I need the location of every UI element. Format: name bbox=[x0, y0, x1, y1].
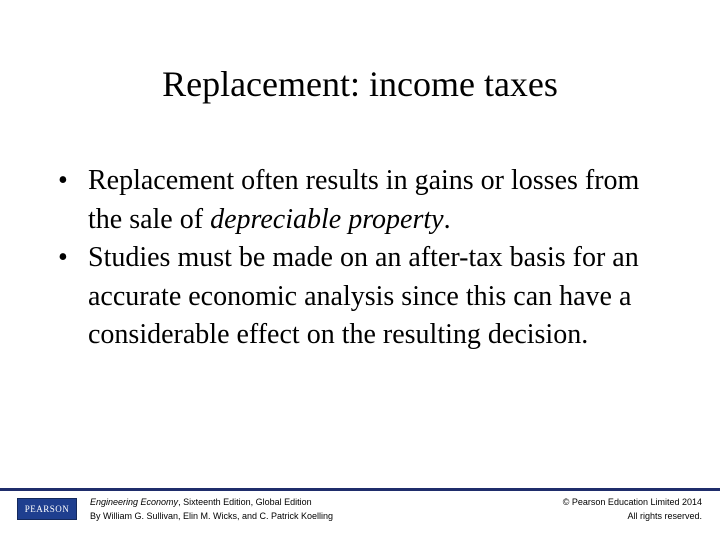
book-title: Engineering Economy bbox=[90, 497, 179, 507]
bullet-text-end: . bbox=[443, 203, 451, 235]
bullet-list bbox=[58, 162, 668, 355]
book-authors: By William G. Sullivan, Elin M. Wicks, and C. Patrick Koelling bbox=[90, 511, 334, 521]
bullet-marker: • bbox=[58, 165, 68, 196]
footer-copyright bbox=[563, 495, 702, 523]
rights-text: All rights reserved. bbox=[627, 511, 702, 521]
bullet-marker: • bbox=[58, 242, 68, 273]
bullet-emphasis: depreciable property bbox=[210, 203, 444, 235]
book-line bbox=[90, 495, 333, 509]
bullet-item bbox=[58, 162, 668, 239]
bullet-text: Studies must be made on an after-tax basis for an accurate economic analysis since this can have a considerable effect on the resulting decision. bbox=[88, 242, 639, 350]
bullet-text-start: Replacement often results in gains or losses from the sale of bbox=[88, 165, 640, 235]
book-edition: , Sixteenth Edition, Global Edition bbox=[178, 497, 312, 507]
slide-title: Replacement: income taxes bbox=[162, 64, 558, 104]
pearson-logo bbox=[17, 498, 77, 520]
logo-text: PEARSON bbox=[24, 504, 70, 514]
copyright-text: © Pearson Education Limited 2014 bbox=[562, 497, 702, 507]
bullet-item bbox=[58, 239, 668, 355]
footer-citation bbox=[90, 495, 333, 523]
footer-divider bbox=[0, 488, 720, 491]
